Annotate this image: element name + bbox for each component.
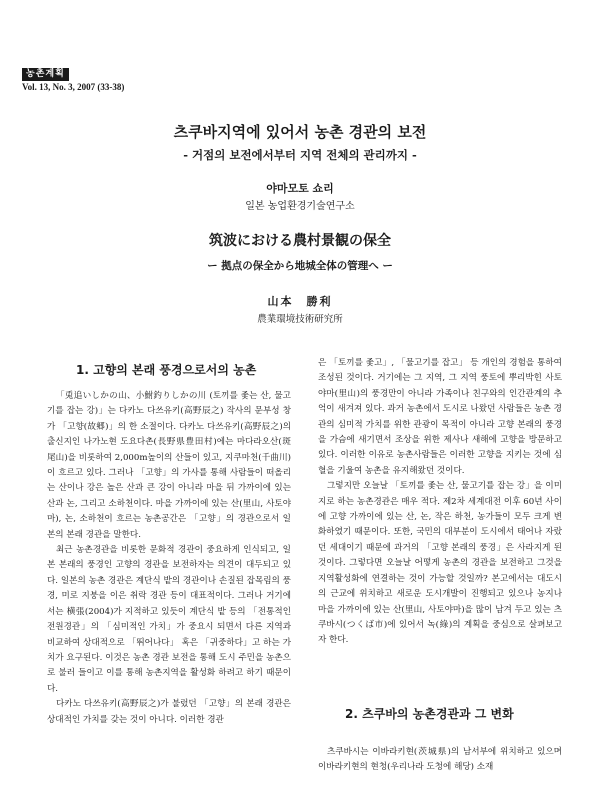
right-column xyxy=(318,356,562,649)
paragraph: 최근 농촌경관을 비롯한 문화적 경관이 중요하게 인식되고, 일본 본래의 풍경인 고향의 경관을 보전하자는 의견이 대두되고 있다. 일본의 농촌 경관은 계단식 밭의 경관이나 손질된 잡목림의 풍경, 미로 지붕을 이은 취락 경관 등이 대표적이다. 그러나 거기에서는 横張(2004)가 지적하고 있듯이 계단식 밭 등의 「전통적인 전원경관」의 「심미적인 가치」가 중요시 되면서 다른 지역과 비교하여 상대적으로 「뛰어나다」 혹은 「귀중하다」고 하는 가치가 요구된다. 이것은 농촌 경관 보전을 통해 도시 주민을 농촌으로 불러 들이고 이를 통해 농촌지역을 활성화 하려고 하기 때문이다. xyxy=(47,545,291,694)
affiliation-japanese: 農業環境技術研究所 xyxy=(257,314,343,325)
paragraph: 「兎追いしかの山、小鮒釣りしかの川 (토끼를 좇는 산, 물고기를 잡는 강)」는 다카노 다쓰유키(高野辰之) 작사의 문부성 창가 「고향(故郷)」의 한 소절이다. 다카노 다쓰유키(高野辰之)의 출신지인 나가노현 도요다촌(長野県豊田村)에는 마다라오산(斑尾山)을 비롯하여 2,000m높이의 산들이 있고, 지쿠마천(千曲川)이 흐르고 있다. 그러나 「고향」의 가사를 통해 사람들이 떠올리는 산이나 강은 높은 산과 큰 강이 아니라 마을 뒤 가까이에 있는 산과 논, 그리고 소하천이다. 마을 가까이에 있는 산(里山, 사토야마), 논, 소하천이 흐르는 농촌공간은 「고향」의 경관으로서 일본의 본래 경관을 말한다. xyxy=(47,391,291,540)
section-1-heading: 1. 고향의 본래 풍경으로서의 농촌 xyxy=(76,363,257,377)
title-japanese: 筑波における農村景観の保全 xyxy=(209,233,391,249)
paragraph: 다카노 다쓰유키(高野辰之)가 불렀던 「고향」의 본래 경관은 상대적인 가치를 갖는 것이 아니다. 이러한 경관 xyxy=(47,699,291,725)
subtitle-korean: - 거점의 보전에서부터 지역 전체의 관리까지 - xyxy=(183,148,417,162)
paragraph: 은 「토끼를 좇고」, 「물고기를 잡고」 등 개인의 경험을 통하여 조성된 것이다. 거기에는 그 지역, 그 지역 풍토에 뿌리박힌 사토야마(里山)의 풍경만이 아니라 가족이나 친구와의 인간관계의 추억이 새겨져 있다. 과거 농촌에서 도시로 나왔던 사람들은 농촌 경관의 심미적 가치를 위한 관광이 목적이 아니라 고향 본래의 풍경을 가슴에 새기면서 조상을 위한 제사나 새해에 고향을 방문하고 있다. 이러한 이유로 농촌사람들은 이러한 고향을 지키는 것에 심혈을 기울여 농촌을 유지해왔던 것이다. xyxy=(318,358,562,476)
paragraph: 츠쿠바시는 이바라키현(茨城県)의 남서부에 위치하고 있으며 이바라키현의 현청(우리나라 도청에 해당) 소재 xyxy=(318,747,562,773)
author-japanese: 山本 勝利 xyxy=(267,295,333,308)
subtitle-japanese: ー 拠点の保全から地城全体の管理へ ー xyxy=(207,260,393,272)
left-column xyxy=(47,389,291,728)
paragraph: 그렇지만 오늘날 「토끼를 좇는 산, 물고기를 잡는 강」을 이미지로 하는 농촌경관은 매우 적다. 제2차 세계대전 이후 60년 사이에 고향 가까이에 있는 산, 논, 작은 하천, 농가들이 모두 크게 변화하였기 때문이다. 또한, 국민의 대부분이 도시에서 태어나 자랐던 세대이기 때문에 과거의 「고향 본래의 풍경」은 사라지게 된 것이다. 그렇다면 오늘날 어떻게 농촌의 경관을 보전하고 그것을 지역활성화에 연결하는 것이 가능할 것일까? 본고에서는 대도시의 근교에 위치하고 새로운 도시개발이 진행되고 있으나 농지나 마을 가까이에 있는 산(里山, 사토야마)을 많이 남겨 두고 있는 츠쿠바시(つくば市)에 있어서 녹(綠)의 계획을 중심으로 살펴보고자 한다. xyxy=(318,481,562,646)
journal-volume: Vol. 13, No. 3, 2007 (33-38) xyxy=(22,82,125,92)
author-korean: 야마모토 쇼리 xyxy=(266,182,334,195)
journal-tag: 농촌계획 xyxy=(22,68,69,81)
title-korean: 츠쿠바지역에 있어서 농촌 경관의 보전 xyxy=(173,123,427,141)
section-2-body xyxy=(318,745,562,776)
section-2-heading: 2. 츠쿠바의 농촌경관과 그 변화 xyxy=(345,707,514,721)
affiliation-korean: 일본 농업환경기술연구소 xyxy=(245,201,355,212)
